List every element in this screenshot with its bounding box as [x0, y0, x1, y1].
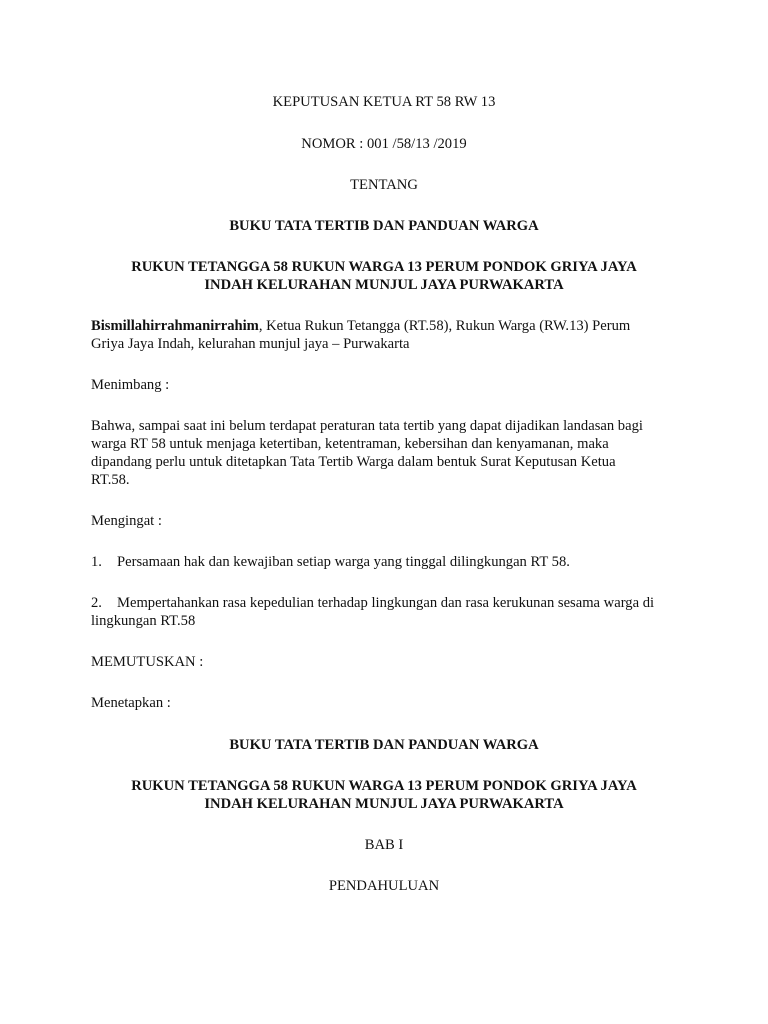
opening-line-2: Griya Jaya Indah, kelurahan munjul jaya – Purwakarta [91, 336, 410, 352]
list-item-number: 1. [91, 554, 102, 570]
list-item-number: 2. [91, 595, 102, 611]
about-heading: TENTANG [350, 177, 418, 193]
book-title-repeat: BUKU TATA TERTIB DAN PANDUAN WARGA [229, 737, 539, 753]
decision-number: NOMOR : 001 /58/13 /2019 [301, 136, 467, 152]
opening-bold: Bismillahirrahmanirrahim [91, 318, 259, 334]
org-line-2: INDAH KELURAHAN MUNJUL JAYA PURWAKARTA [204, 277, 564, 293]
considering-line: warga RT 58 untuk menjaga ketertiban, ketentraman, kebersihan dan kenyamanan, maka [91, 436, 609, 452]
opening-line-1 [91, 317, 691, 335]
considering-line: RT.58. [91, 472, 130, 488]
org-line-1-repeat: RUKUN TETANGGA 58 RUKUN WARGA 13 PERUM PONDOK GRIYA JAYA [131, 778, 637, 794]
considering-line: Bahwa, sampai saat ini belum terdapat peraturan tata tertib yang dapat dijadikan landasan bagi [91, 418, 643, 434]
chapter-number: BAB I [364, 837, 404, 853]
opening-rest: , Ketua Rukun Tetangga (RT.58), Rukun Warga (RW.13) Perum [258, 318, 631, 334]
chapter-title: PENDAHULUAN [328, 878, 440, 894]
org-line-2-repeat: INDAH KELURAHAN MUNJUL JAYA PURWAKARTA [204, 796, 564, 812]
list-item-continuation: lingkungan RT.58 [91, 613, 196, 629]
establish-label: Menetapkan : [91, 695, 171, 711]
org-line-1: RUKUN TETANGGA 58 RUKUN WARGA 13 PERUM PONDOK GRIYA JAYA [131, 259, 637, 275]
decide-label: MEMUTUSKAN : [91, 654, 204, 670]
decision-title: KEPUTUSAN KETUA RT 58 RW 13 [272, 94, 496, 110]
list-item [91, 594, 691, 612]
list-item [91, 553, 691, 571]
list-item-text: Mempertahankan rasa kepedulian terhadap lingkungan dan rasa kerukunan sesama warga di [117, 595, 655, 611]
list-item-text: Persamaan hak dan kewajiban setiap warga yang tinggal dilingkungan RT 58. [117, 554, 570, 570]
considering-label: Menimbang : [91, 377, 170, 393]
book-title: BUKU TATA TERTIB DAN PANDUAN WARGA [229, 218, 539, 234]
considering-line: dipandang perlu untuk ditetapkan Tata Tertib Warga dalam bentuk Surat Keputusan Ketua [91, 454, 616, 470]
remembering-label: Mengingat : [91, 513, 162, 529]
